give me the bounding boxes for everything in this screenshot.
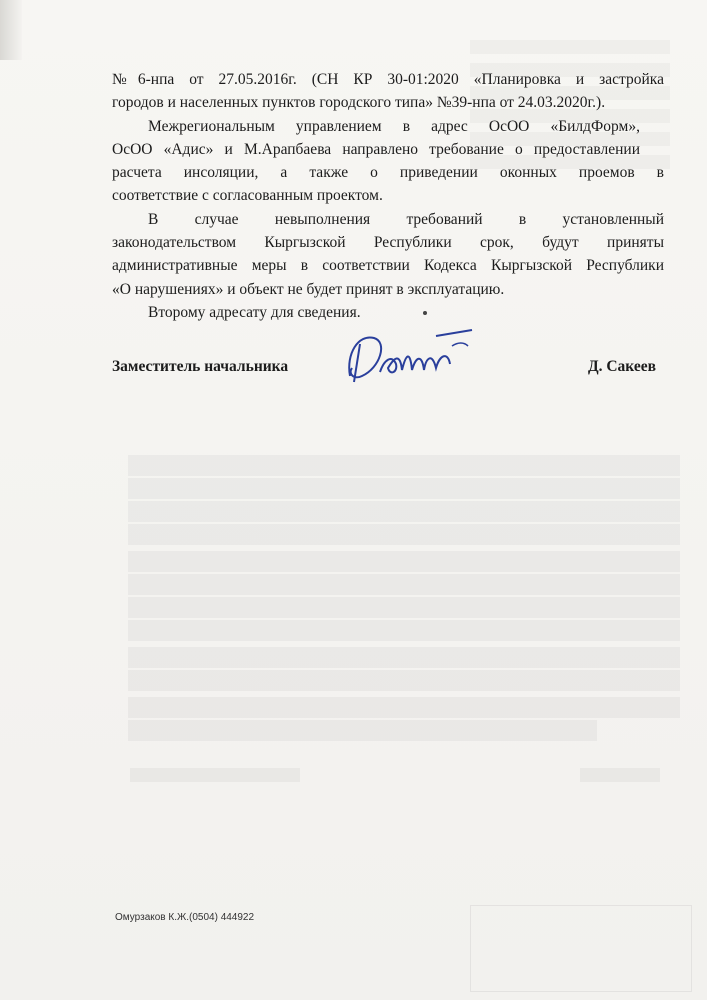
letter-line: «О нарушениях» и объект не будет принят в эксплуатацию. — [112, 280, 505, 298]
letter-line: городов и населенных пунктов городского типа» №39-нпа от 24.03.2020г.). — [112, 94, 606, 112]
letter-line: ОсОО «Адис» и М.Арапбаева направлено требование о предоставлении — [112, 140, 640, 158]
letter-line: законодательством Кыргызской Республики срок, будут приняты — [112, 234, 664, 252]
letter-line: Второму адресату для сведения. — [148, 303, 361, 321]
ink-dot — [423, 311, 427, 315]
bleed-through-signature — [130, 768, 670, 784]
bleed-through-text — [128, 455, 680, 743]
handwritten-signature — [340, 324, 480, 390]
letter-body — [112, 68, 664, 324]
letter-line: Межрегиональным управлением в адрес ОсОО «БилдФорм», — [148, 117, 640, 135]
letter-line: административные меры в соответствии Кодекса Кыргызской Республики — [112, 257, 664, 275]
signatory-title: Заместитель начальника — [112, 358, 289, 375]
letter-line: расчета инсоляции, а также о приведении оконных проемов в — [112, 164, 664, 182]
letter-line: соответствие с согласованным проектом. — [112, 187, 383, 205]
bleed-through-stamp — [470, 905, 692, 992]
letter-line: №6-нпа от 27.05.2016г. (СН КР 30-01:2020 «Планировка и застройка — [112, 71, 664, 88]
page-corner-shadow — [0, 0, 22, 60]
executor-contact: Омурзаков К.Ж.(0504) 444922 — [115, 912, 255, 923]
signatory-name: Д. Сакеев — [587, 358, 656, 375]
letter-line: В случае невыполнения требований в установленный — [148, 210, 664, 228]
